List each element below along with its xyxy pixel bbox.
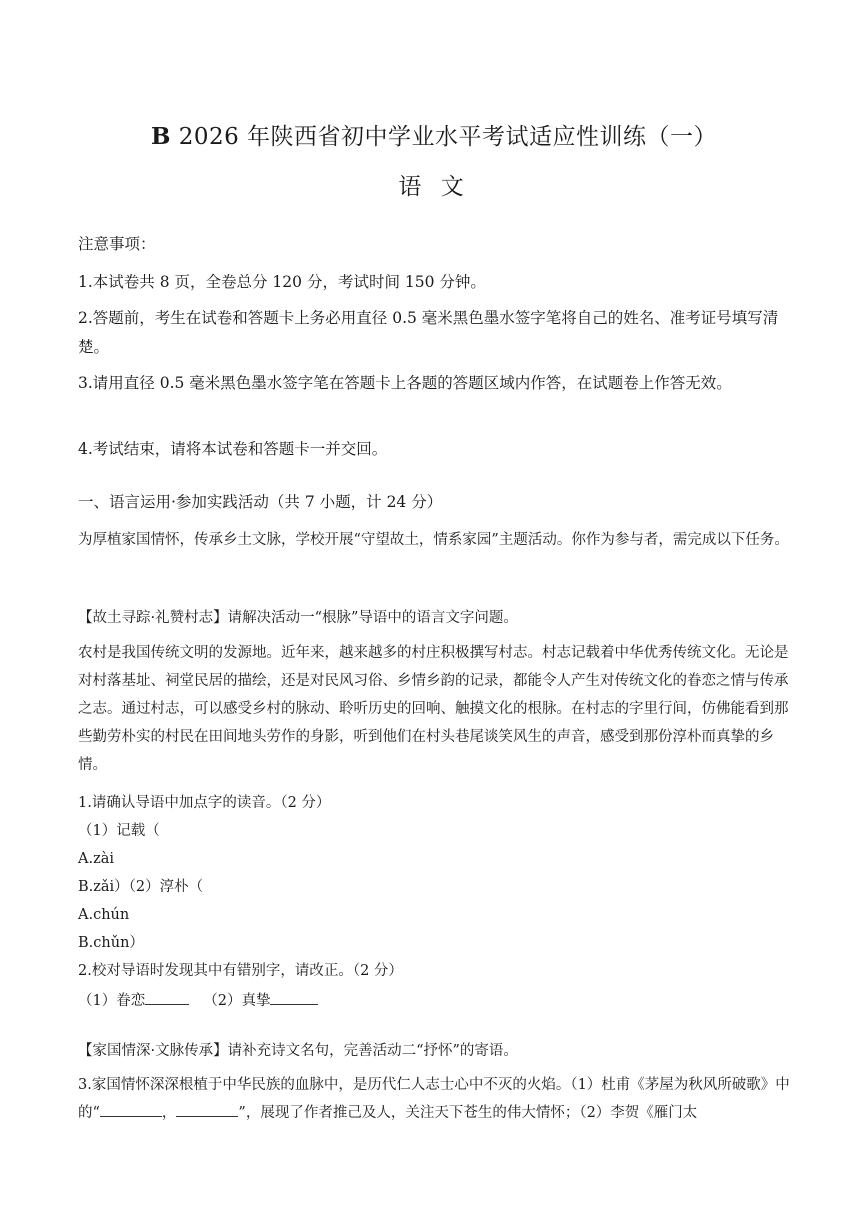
q1-stem: 1.请确认导语中加点字的读音。（2 分） bbox=[78, 795, 331, 811]
subject-title: 语 文 bbox=[398, 174, 470, 200]
q3-blank-2[interactable] bbox=[176, 1100, 238, 1117]
q1-option-b1: B.zǎi）（2）淳朴（ bbox=[78, 879, 204, 895]
q1-option-a2: A.chún bbox=[78, 907, 130, 923]
note-item-1: 1.本试卷共 8 页，全卷总分 120 分，考试时间 150 分钟。 bbox=[78, 273, 486, 291]
q2-answer-line bbox=[78, 987, 790, 1015]
exam-title bbox=[0, 122, 868, 152]
note-item-4: 4.考试结束，请将本试卷和答题卡一并交回。 bbox=[78, 440, 388, 458]
q1-option-a1: A.zài bbox=[78, 851, 115, 867]
q1-line-1: （1）记载（ bbox=[78, 823, 160, 839]
q3-blank-1[interactable] bbox=[100, 1100, 162, 1117]
q2-stem: 2.校对导语时发现其中有错别字，请改正。（2 分） bbox=[78, 963, 403, 979]
q3-text-a: 3.家国情怀深深根植于中华民族的血脉中，是历代仁人志士心中不灭的火焰。（1）杜甫《茅屋为秋风所破歌》中的“ bbox=[78, 1077, 790, 1121]
q3-text-c: ”，展现了作者推己及人，关注天下苍生的伟大情怀；（2）李贺《雁门太 bbox=[238, 1105, 698, 1121]
note-item-2: 2.答题前，考生在试卷和答题卡上务必用直径 0.5 毫米黑色墨水签字笔将自己的姓名、准考证号填写清楚。 bbox=[78, 309, 779, 356]
q2-item-1: （1）眷恋 bbox=[78, 993, 146, 1009]
title-text: 2026 年陕西省初中学业水平考试适应性训练（一） bbox=[170, 124, 718, 150]
q2-blank-1[interactable] bbox=[145, 988, 189, 1005]
q3-text-b: ， bbox=[161, 1105, 177, 1121]
activity1-lead: 【故土寻踪·礼赞村志】请解决活动一“根脉”导语中的语言文字问题。 bbox=[78, 610, 518, 626]
q3-text bbox=[78, 1071, 790, 1127]
q2-item-2: （2）真挚 bbox=[203, 993, 271, 1009]
q1-option-b2: B.chǔn） bbox=[78, 935, 144, 951]
section-heading: 一、语言运用·参加实践活动（共 7 小题，计 24 分） bbox=[78, 493, 443, 511]
paper-letter: B bbox=[150, 123, 171, 150]
activity2-lead: 【家国情深·文脉传承】请补充诗文名句，完善活动二“抒怀”的寄语。 bbox=[78, 1043, 518, 1059]
notes-heading: 注意事项： bbox=[78, 235, 156, 253]
note-item-3: 3.请用直径 0.5 毫米黑色墨水签字笔在答题卡上各题的答题区域内作答，在试题卷上作答无效。 bbox=[78, 374, 732, 392]
section-intro: 为厚植家国情怀，传承乡土文脉，学校开展“守望故土，情系家园”主题活动。你作为参与者，需完成以下任务。 bbox=[78, 532, 789, 548]
activity1-passage: 农村是我国传统文明的发源地。近年来，越来越多的村庄积极撰写村志。村志记载着中华优秀传统文化。无论是对村落基址、祠堂民居的描绘，还是对民风习俗、乡情乡韵的记录，都能令人产生对传统文化的眷恋之情与传承之志。通过村志，可以感受乡村的脉动、聆听历史的回响、触摸文化的根脉。在村志的字里行间，仿佛能看到那些勤劳朴实的村民在田间地头劳作的身影，听到他们在村头巷尾谈笑风生的声音，感受到那份淳朴而真挚的乡情。 bbox=[78, 645, 789, 773]
q2-blank-2[interactable] bbox=[270, 988, 318, 1005]
